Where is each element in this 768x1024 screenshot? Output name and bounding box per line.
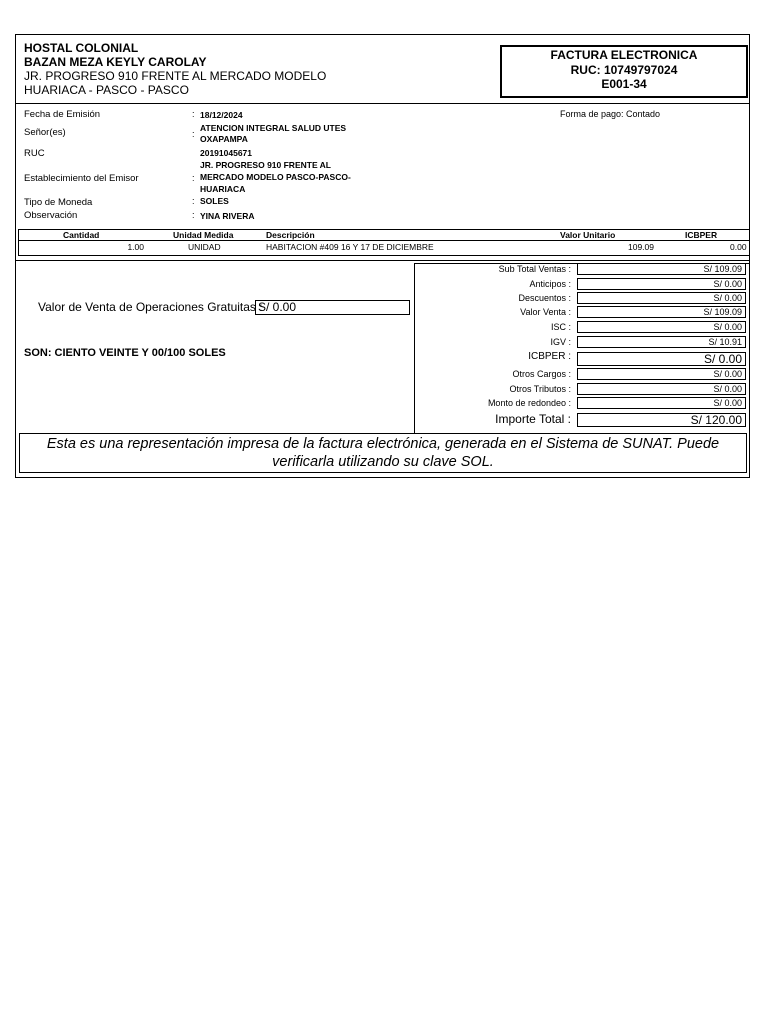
footer-note [19, 435, 747, 471]
senor-value-2: OXAPAMPA [200, 134, 248, 144]
issuer-address-line1: JR. PROGRESO 910 FRENTE AL MERCADO MODELO [24, 69, 327, 83]
issuer-address-line2: HUARIACA - PASCO - PASCO [24, 83, 189, 97]
header-divider [15, 103, 750, 104]
issuer-name: HOSTAL COLONIAL [24, 41, 139, 55]
invoice-id-box [500, 45, 748, 98]
senor-label: Señor(es) [24, 127, 66, 138]
total-row-redondeo [416, 397, 749, 411]
col-cantidad: Cantidad [63, 230, 100, 240]
senor-colon: : [192, 129, 195, 139]
total-row-importe-total [416, 413, 749, 427]
fecha-label: Fecha de Emisión [24, 109, 101, 120]
row-unidad: UNIDAD [188, 242, 221, 252]
total-label: Otros Tributos : [509, 384, 571, 394]
total-label: Sub Total Ventas : [498, 264, 571, 274]
observacion-label: Observación [24, 210, 78, 221]
establecimiento-label: Establecimiento del Emisor [24, 173, 139, 184]
total-value: S/ 10.91 [577, 336, 746, 348]
senor-value-1: ATENCION INTEGRAL SALUD UTES [200, 123, 347, 133]
total-value: S/ 0.00 [577, 352, 746, 366]
total-value: S/ 0.00 [577, 397, 746, 409]
total-value: S/ 0.00 [577, 368, 746, 380]
total-label: ISC : [550, 322, 571, 332]
fecha-value: 18/12/2024 [200, 110, 243, 120]
footer-line1: Esta es una representación impresa de la factura electrónica, generada en el Sistema de SUNAT. Puede [46, 436, 720, 452]
total-label: Monto de redondeo : [487, 398, 571, 408]
invoice-number: E001-34 [601, 77, 647, 91]
total-value: S/ 120.00 [577, 413, 746, 427]
col-unidad: Unidad Medida [173, 230, 234, 240]
items-header-divider [18, 240, 750, 241]
issuer-owner: BAZAN MEZA KEYLY CAROLAY [24, 55, 207, 69]
forma-pago: Forma de pago: Contado [560, 109, 661, 119]
total-row-icbper [416, 352, 749, 366]
total-row-anticipos [416, 278, 749, 292]
total-row-descuentos [416, 292, 749, 306]
gratuitas-label: Valor de Venta de Operaciones Gratuitas : [38, 300, 263, 314]
col-descripcion: Descripción [266, 230, 315, 240]
row-valor-unitario: 109.09 [628, 242, 654, 252]
row-descripcion: HABITACION #409 16 Y 17 DE DICIEMBRE [266, 242, 434, 252]
observacion-colon: : [192, 210, 195, 220]
ruc-label: RUC [24, 148, 45, 159]
total-label: Importe Total : [495, 412, 571, 426]
invoice-ruc: RUC: 10749797024 [570, 62, 678, 77]
total-label: Anticipos : [529, 279, 571, 289]
col-icbper: ICBPER [685, 230, 718, 240]
footer-line2: verificarla utilizando su clave SOL. [272, 454, 494, 470]
gratuitas-value: S/ 0.00 [255, 300, 410, 315]
total-label: Descuentos : [518, 293, 571, 303]
total-label: ICBPER : [528, 351, 571, 362]
row-icbper: 0.00 [730, 242, 747, 252]
total-value: S/ 0.00 [577, 278, 746, 290]
fecha-colon: : [192, 109, 195, 119]
total-value: S/ 0.00 [577, 292, 746, 304]
items-bottom-divider [15, 260, 750, 261]
total-value: S/ 109.09 [577, 306, 746, 318]
observacion-value: YINA RIVERA [200, 211, 255, 221]
moneda-colon: : [192, 196, 195, 206]
total-value: S/ 0.00 [577, 383, 746, 395]
total-row-otros-tributos [416, 383, 749, 397]
establecimiento-value-1: JR. PROGRESO 910 FRENTE AL [200, 160, 331, 170]
moneda-label: Tipo de Moneda [24, 197, 93, 208]
total-value: S/ 0.00 [577, 321, 746, 333]
establecimiento-value-3: HUARIACA [200, 184, 246, 194]
row-cantidad: 1.00 [127, 242, 144, 252]
total-row-valor-venta [416, 306, 749, 320]
total-value: S/ 109.09 [577, 263, 746, 275]
total-row-isc [416, 321, 749, 335]
ruc-value: 20191045671 [200, 148, 253, 158]
total-label: Valor Venta : [520, 307, 571, 317]
total-label: IGV : [550, 337, 571, 347]
establecimiento-colon: : [192, 173, 195, 183]
son-amount-words: SON: CIENTO VEINTE Y 00/100 SOLES [24, 347, 226, 359]
establecimiento-value-2: MERCADO MODELO PASCO-PASCO- [200, 172, 351, 182]
total-row-igv [416, 336, 749, 350]
total-row-otros-cargos [416, 368, 749, 382]
moneda-value: SOLES [200, 196, 229, 206]
total-label: Otros Cargos : [512, 369, 571, 379]
total-row-subtotal [416, 263, 749, 277]
invoice-title: FACTURA ELECTRONICA [550, 48, 698, 62]
col-valor-unitario: Valor Unitario [560, 230, 616, 240]
